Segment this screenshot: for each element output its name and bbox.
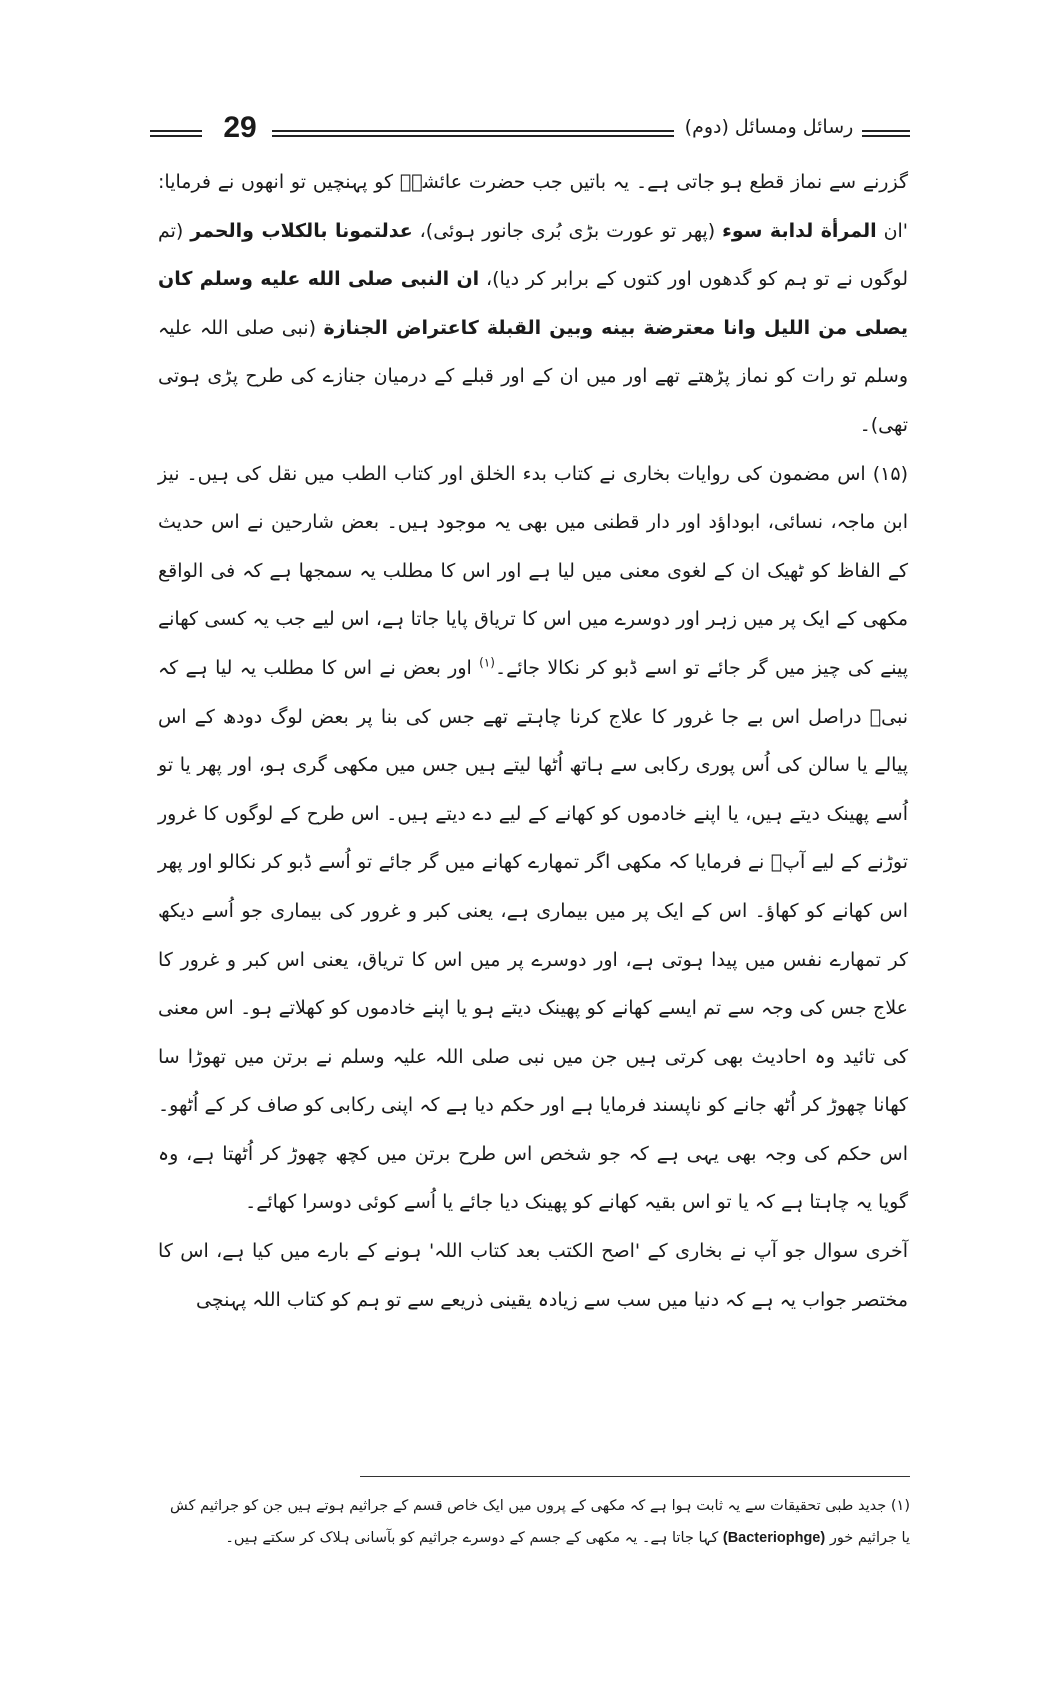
body-text [158, 158, 908, 1324]
arabic-quotation: ان النبی صلی الله عليه وسلم كان يصلی من الليل وانا معترضة بينه وبين القبلة كاعتراض الجنازة [158, 268, 908, 339]
body-paragraph [158, 158, 908, 450]
urdu-text: آخری سوال جو آپ نے بخاری کے 'اصح الکتب بعد کتاب اللہ' ہونے کے بارے میں کیا ہے، اس کا مختصر جواب یہ ہے کہ دنیا میں سب سے زیادہ یقینی ذریعے سے تو ہم کو کتاب اللہ پہنچی [158, 1240, 908, 1311]
urdu-text: (نبی صلی اللہ علیہ وسلم تو رات کو نماز پڑھتے تھے اور میں ان کے اور قبلے کے درمیان جنازے کی طرح پڑی ہوتی تھی)۔ [158, 316, 908, 436]
running-title: رسائل ومسائل (دوم) [684, 116, 854, 138]
footnote-reference: (۱) [479, 655, 495, 670]
footnote-separator [360, 1476, 910, 1477]
urdu-text: (پھر تو عورت بڑی بُری جانور ہوئی)، [412, 219, 723, 242]
footnote-latin-term: (Bacteriophge) [722, 1530, 826, 1546]
urdu-text: (تم لوگوں نے تو ہم کو گدھوں اور کتوں کے برابر کر دیا)، [158, 219, 908, 291]
body-paragraph [158, 1227, 908, 1324]
header-rule-right [862, 130, 910, 137]
urdu-text: گزرنے سے نماز قطع ہو جاتی ہے۔ یہ باتیں جب حضرت عائشہؓ کو پہنچیں تو انھوں نے فرمایا: 'ان [158, 171, 909, 242]
header-rule-middle [272, 130, 674, 137]
page-number: 29 [223, 111, 257, 144]
footnote-marker: (۱) [890, 1498, 911, 1514]
running-header [150, 108, 910, 148]
urdu-text: (۱۵) اس مضمون کی روایات بخاری نے کتاب بدء الخلق اور کتاب الطب میں نقل کی ہیں۔ نیز ابن ماجہ، نسائی، ابوداؤد اور دار قطنی میں بھی یہ موجود ہیں۔ بعض شارحین نے اس حدیث کے الفاظ کو ٹھیک ان کے لغوی معنی میں لیا ہے اور اس کا مطلب یہ سمجھا ہے کہ فی الواقع مکھی کے ایک پر میں زہر اور دوسرے میں اس کا تریاق پایا جاتا ہے، اس لیے جب یہ کسی کھانے پینے کی چیز میں گر جائے تو اسے ڈبو کر نکالا جائے۔ [158, 462, 908, 679]
footnote [170, 1490, 910, 1554]
arabic-quotation: المرأة لدابة سوء [722, 219, 877, 242]
body-paragraph [158, 450, 908, 1228]
header-rule-left [150, 130, 202, 137]
footnote-text-after: کہا جاتا ہے۔ یہ مکھی کے جسم کے دوسرے جراثیم کو بآسانی ہلاک کر سکتے ہیں۔ [225, 1530, 719, 1546]
arabic-quotation: عدلتمونا بالكلاب والحمر [190, 219, 413, 242]
urdu-text: اور بعض نے اس کا مطلب یہ لیا ہے کہ نبیؐ دراصل اس بے جا غرور کا علاج کرنا چاہتے تھے جس کی بنا پر بعض لوگ دودھ کے اس پیالے یا سالن کی اُس پوری رکابی سے ہاتھ اُٹھا لیتے ہیں جس میں مکھی گری ہو، اور پھر یا تو اُسے پھینک دیتے ہیں، یا اپنے خادموں کو کھانے کے لیے دے دیتے ہیں۔ اس طرح کے لوگوں کا غرور توڑنے کے لیے آپؐ نے فرمایا کہ مکھی اگر تمھارے کھانے میں گر جائے تو اُسے ڈبو کر نکالو اور پھر اس کھانے کو کھاؤ۔ اس کے ایک پر میں بیماری ہے، یعنی کبر و غرور کی بیماری جو اُسے دیکھ کر تمھارے نفس میں پیدا ہوتی ہے، اور دوسرے پر میں اس کا تریاق، یعنی اس کبر و غرور کا علاج جس کی وجہ سے تم ایسے کھانے کو پھینک دیتے ہو یا اپنے خادموں کو کھلاتے ہو۔ اس معنی کی تائید وہ احادیث بھی کرتی ہیں جن میں نبی صلی اللہ علیہ وسلم نے برتن میں تھوڑا سا کھانا چھوڑ کر اُٹھ جانے کو ناپسند فرمایا ہے اور حکم دیا ہے کہ اپنی رکابی کو صاف کر کے اُٹھو۔ اس حکم کی وجہ بھی یہی ہے کہ جو شخص اس طرح برتن میں کچھ چھوڑ کر اُٹھتا ہے، وہ گویا یہ چاہتا ہے کہ یا تو اس بقیہ کھانے کو پھینک دیا جائے یا اُسے کوئی دوسرا کھائے۔ [158, 656, 908, 1214]
footnote-text-before: جدید طبی تحقیقات سے یہ ثابت ہوا ہے کہ مکھی کے پروں میں ایک خاص قسم کے جراثیم ہوتے ہیں جن کو جراثیم کش یا جراثیم خور [170, 1498, 910, 1546]
